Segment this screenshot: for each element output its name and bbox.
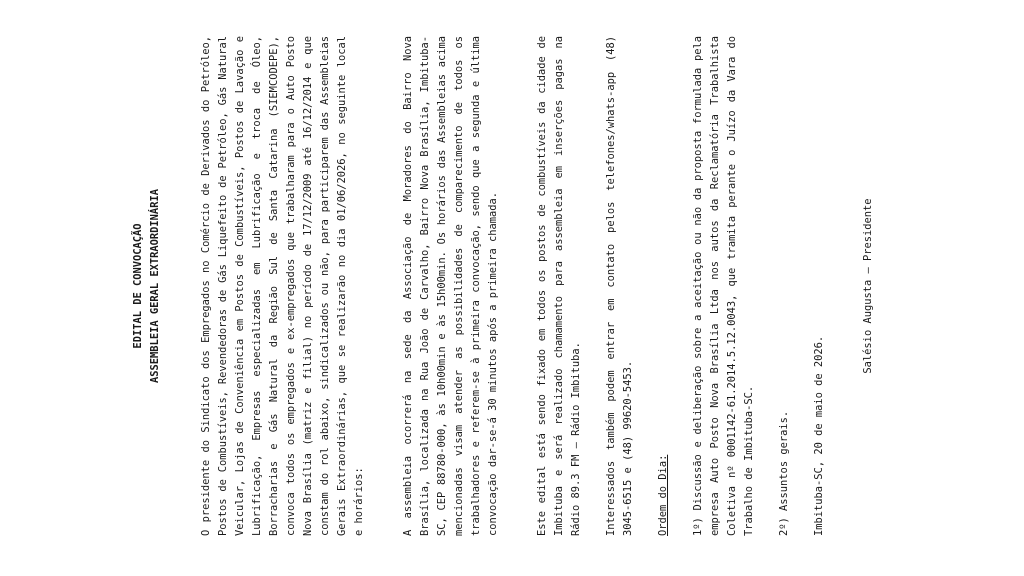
document-subtitle: ASSEMBLEIA GERAL EXTRAORDINÁRIA xyxy=(149,189,161,383)
paragraph-contact: Interessados também podem entrar em contato pelos telefones/whats-app (48) 3045-6515 e (48) 99620-5453. xyxy=(605,36,634,536)
paragraph-publication: Este edital está sendo fixado em todos os postos de combustíveis da cidade de Imbituba e será realizado chamamento para assembleia em inserções pagas na Rádio 89.3 FM – Rádio Imbituba. xyxy=(536,36,582,536)
paragraph-location: A assembleia ocorrerá na sede da Associação de Moradores do Bairro Nova Brasília, localizada na Rua João de Carvalho, Bairro Nova Brasília, Imbituba-SC, CEP 88780-000, às 10h00min e às 15h00min. Os horários das Assembleias acima mencionadas visam atender as possibilidades de comparecimento de todos os trabalhadores e referem-se à primeira convocação, sendo que a segunda e última convocação dar-se-á 30 minutos após a primeira chamada. xyxy=(402,36,499,536)
agenda-item-1: 1º) Discussão e deliberação sobre a aceitação ou não da proposta formulada pela empresa Auto Posto Nova Brasília Ltda nos autos da Reclamatória Trabalhista Coletiva nº 0001142-61.2014.5.12.0043, que tramita perante o Juízo da Vara do Trabalho de Imbituba-SC. xyxy=(692,36,755,536)
date-line: Imbituba-SC, 20 de maio de 2026. xyxy=(813,335,825,536)
signature-line: Salésio Augusta – Presidente xyxy=(862,198,874,374)
paragraph-convocation: O presidente do Sindicato dos Empregados no Comércio de Derivados do Petróleo, Postos de Combustíveis, Revendedoras de Gás Liquefeito de Petróleo, Gás Natural Veicular, Lojas de Conveniência em Postos de Combustíveis, Postos de Lavação e Lubrificação, Empresas especializadas em Lubrificação e troca de Óleo, Borracharias e Gás Natural da Região Sul de Santa Catarina (SIEMCODEPE), convoca todos os empregados e ex-empregados que trabalharam para o Auto Posto Nova Brasília (matriz e filial) no período de 17/12/2009 até 16/12/2014 e que constam do rol abaixo, sindicalizados ou não, para participarem das Assembleias Gerais Extraordinárias, que se realizarão no dia 01/06/2026, no seguinte local e horários: xyxy=(200,36,365,536)
document-content xyxy=(130,36,877,536)
agenda-item-2: 2º) Assuntos gerais. xyxy=(778,410,790,536)
agenda-heading: Ordem do Dia: xyxy=(657,454,669,536)
document-title: EDITAL DE CONVOCAÇÃO xyxy=(132,223,144,349)
